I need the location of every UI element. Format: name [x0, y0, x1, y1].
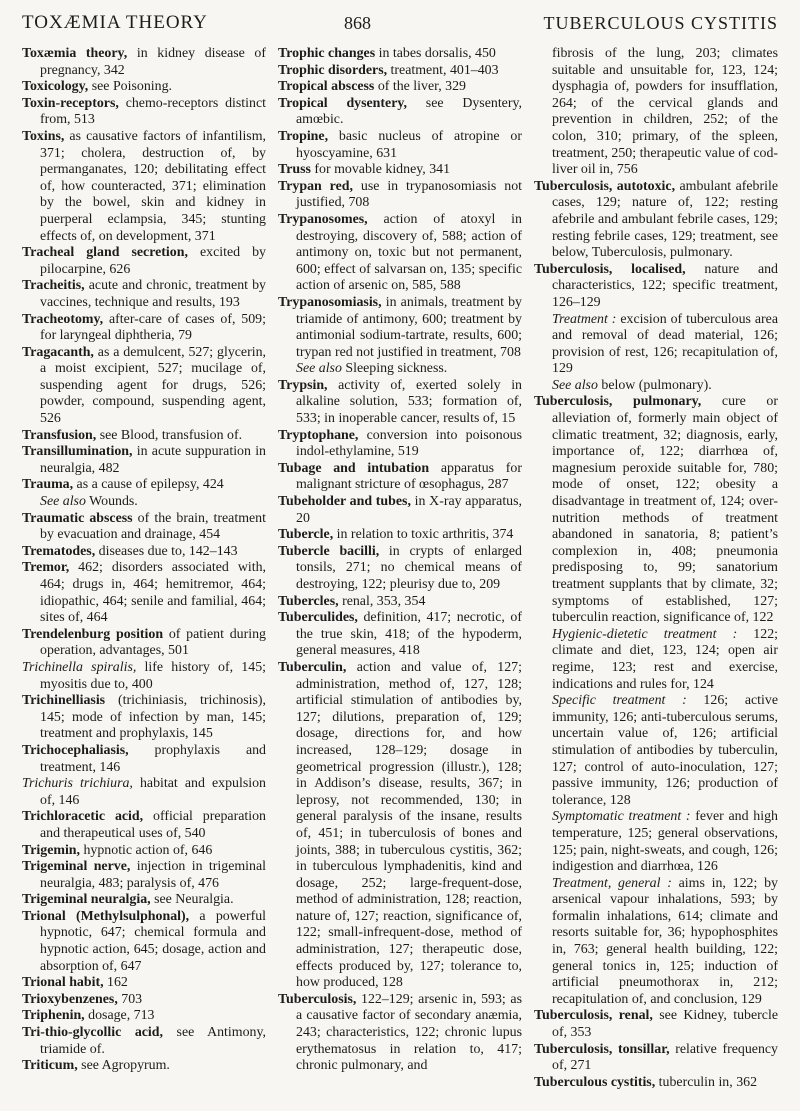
index-italic-term: See also: [296, 361, 342, 377]
index-entry-text: hypnotic action of, 646: [80, 842, 213, 858]
index-entry-text: chemo-receptors distinct from, 513: [40, 95, 266, 128]
index-entry-text: see Poisoning.: [88, 79, 172, 95]
index-entry-text: a powerful hypnotic, 647; chemical formula and hypnotic action, 645; dosage, action and absorption of, 647: [40, 908, 266, 974]
index-entry-text: treatment, 401–403: [387, 62, 499, 78]
index-entry-text: for movable kidney, 341: [310, 162, 451, 178]
index-entry: [22, 975, 266, 992]
index-entry: [22, 245, 266, 278]
index-entry: [278, 660, 522, 992]
index-entry: [22, 843, 266, 860]
index-headword: Trigeminal neuralgia,: [22, 892, 151, 908]
index-entry: [22, 627, 266, 660]
index-entry-text: life history of, 145; myositis due to, 400: [40, 659, 266, 692]
index-entry: [534, 1008, 778, 1041]
index-subentry: [534, 876, 778, 1009]
index-entry-text: ambulant afebrile cases, 129; nature of, 122; resting afebrile and ambulant febrile cases, 129; resting febrile cases, 129; treatment, see below, Tuberculosis, pulmonary.: [552, 178, 778, 261]
index-entry: [278, 527, 522, 544]
index-entry-text: cure or alleviation of, formerly main object of climatic treatment, 32; diagnosis, early, importance of, 122; diarrhœa of, magnesium peroxide suitable for, 780; mode of onset, 122; obesity a disadvantage in treatment of, 124; over-nutrition methods of treatment abandoned in sanatoria, 8; patient’s complexion in, 408; pneumonia predisposing to, 99; sanatorium treatment supplants that by climate, 32; symptoms of established, 127; tuberculin reaction, significance of, 122: [552, 394, 778, 626]
index-entry-text: basic nucleus of atropine or hyoscyamine, 631: [296, 128, 522, 161]
index-entry-text: after-care of cases of, 509; for laryngeal diphtheria, 79: [40, 311, 266, 344]
index-entry-text: acute and chronic, treatment by vaccines, technique and results, 193: [40, 278, 266, 310]
index-subentry: [534, 378, 778, 395]
index-headword: Tubeholder and tubes,: [278, 494, 411, 510]
index-entry-text: habitat and expulsion of, 146: [40, 776, 266, 808]
index-entry: [22, 477, 266, 494]
index-entry: [22, 46, 266, 79]
index-entry: [22, 1008, 266, 1025]
index-headword: Trichocephaliasis,: [22, 742, 129, 758]
index-entry: [22, 511, 266, 544]
index-entry-text: see Blood, transfusion of.: [96, 427, 243, 443]
index-entry: [534, 46, 778, 179]
index-entry-text: 462; disorders associated with, 464; drugs in, 464; hemitremor, 464; idiopathic, 464; senile and familial, 464; sites of, 464: [40, 560, 266, 626]
index-entry-text: see Kidney, tubercle of, 353: [552, 1008, 778, 1041]
index-entry: [22, 743, 266, 776]
index-entry-text: as a demulcent, 527; glycerin, a moist excipient, 527; mucilage of, suspending agent for drugs, 526; powder, compound, suspending agent, 526: [40, 344, 266, 427]
index-italic-term: See also: [552, 377, 598, 393]
index-headword: Trioxybenzenes,: [22, 991, 118, 1007]
running-header: [22, 10, 778, 38]
index-entry: [278, 428, 522, 461]
index-entry-text: dosage, 713: [84, 1008, 155, 1024]
index-entry: [278, 610, 522, 660]
index-entry-text: see Antimony, triamide of.: [40, 1025, 266, 1057]
index-headword: Tuberculosis, pulmonary,: [534, 394, 702, 410]
index-entry-text: Sleeping sickness.: [341, 361, 448, 377]
index-entry: [22, 345, 266, 428]
index-headword: Trional (Methylsulphonal),: [22, 908, 190, 924]
index-entry: [278, 212, 522, 295]
index-entry-text: of the brain, treatment by evacuation and drainage, 454: [40, 510, 266, 543]
index-italic-term: Trichuris trichiura,: [22, 776, 133, 792]
index-entry-text: (trichiniasis, trichinosis), 145; mode of infection by man, 145; treatment and prophylaxis, 145: [40, 693, 266, 742]
index-entry-text: 122–129; arsenic in, 593; as a causative factor of secondary anæmia, 243; characteristics, 122; chronic lupus erythematosus in relation to, 417; chronic pulmonary, and: [296, 991, 522, 1074]
index-entry: [534, 1042, 778, 1075]
index-entry: [278, 594, 522, 611]
index-italic-term: Symptomatic treatment :: [552, 809, 691, 825]
index-subentry: [278, 361, 522, 378]
index-entry-text: in crypts of enlarged tonsils, 271; no chemical means of destroying, 122; pleurisy due to, 209: [296, 543, 522, 592]
index-headword: Tubage and intubation: [278, 460, 430, 476]
index-headword: Toxins,: [22, 128, 65, 144]
index-entry: [278, 96, 522, 129]
index-entry: [278, 378, 522, 428]
index-headword: Trophic disorders,: [278, 62, 388, 78]
index-entry-text: 162: [103, 975, 128, 991]
index-headword: Trypanosomiasis,: [278, 294, 382, 310]
index-headword: Triticum,: [22, 1058, 78, 1074]
index-headword: Toxicology,: [22, 79, 89, 95]
index-entry: [22, 544, 266, 561]
index-italic-term: Treatment, general :: [552, 875, 672, 891]
index-italic-term: Treatment :: [552, 311, 617, 327]
index-headword: Triphenin,: [22, 1008, 85, 1024]
header-left-title: TOXÆMIA THEORY: [22, 12, 208, 33]
index-subentry: [534, 693, 778, 809]
index-entry: [278, 162, 522, 179]
index-entry-text: Wounds.: [85, 494, 138, 510]
index-headword: Tropical dysentery,: [278, 95, 408, 111]
index-entry: [22, 444, 266, 477]
index-entry: [278, 46, 522, 63]
index-entry: [278, 129, 522, 162]
index-subentry: [534, 809, 778, 875]
index-headword: Tropine,: [278, 128, 329, 144]
index-entry-text: in animals, treatment by triamide of antimony, 600; treatment by antimonial sodium-tartrate, results, 600; trypan red not justified in treatment, 708: [296, 294, 522, 360]
page-number: 868: [344, 13, 371, 33]
index-entry: [22, 859, 266, 892]
index-entry-text: of patient during operation, advantages, 501: [40, 626, 266, 659]
index-entry-text: fibrosis of the lung, 203; climates suitable and unsuitable for, 123, 124; dysphagia of, powders for insufflation, 264; of the cervical glands and prevention in children, 252; of the colon, 310; primary, of the spleen, treatment, 250; therapeutic value of cod-liver oil in, 756: [552, 46, 779, 178]
index-headword: Trematodes,: [22, 543, 96, 559]
index-entry: [278, 544, 522, 594]
index-headword: Tuberculosis, localised,: [534, 261, 686, 277]
index-headword: Tremor,: [22, 560, 70, 576]
index-entry-text: definition, 417; necrotic, of the true skin, 418; of the hypoderm, general measures, 418: [296, 610, 522, 659]
index-headword: Trendelenburg position: [22, 626, 164, 642]
index-entry: [22, 428, 266, 445]
index-entry-text: action and value of, 127; administration, method of, 127, 128; artificial stimulation of antibodies by, 127; dilutions, preparation of, 129; dosage, directions for, and how increased, 128–129; dosage in geometrical progression (illustr.), 128; in Addison’s disease, results, 367; in leprosy, not recommended, 130; in general paralysis of the insane, results of, 451; in tuberculosis of bones and joints, 388; in tuberculous cystitis, 362; in tuberculous lymphadenitis, kind and dosage, 252; large-frequent-dose, method of administration, 128; reaction, nature of, 127; reaction, significance of, 122; small-infrequent-dose, method of administration, 127; therapeutic dose, effects produced by, 127; tolerance to, how produced, 128: [296, 659, 522, 991]
index-entry-text: nature and characteristics, 122; specific treatment, 126–129: [552, 261, 778, 310]
index-entry-text: in kidney disease of pregnancy, 342: [40, 46, 266, 78]
index-subentry: [534, 627, 778, 693]
index-headword: Tragacanth,: [22, 344, 94, 360]
index-entry: [22, 776, 266, 809]
index-headword: Tracheotomy,: [22, 311, 104, 327]
index-entry-text: 126; active immunity, 126; anti-tuberculous serums, uncertain value of, 126; artificial stimulation of antibodies by tuberculin, 127; control of auto-inoculation, 127; passive immunity, 126; production of tolerance, 128: [552, 693, 778, 808]
index-entry: [22, 809, 266, 842]
index-headword: Trophic changes: [278, 46, 376, 61]
index-entry-text: as a cause of epilepsy, 424: [73, 477, 224, 493]
index-headword: Transillumination,: [22, 444, 133, 460]
index-headword: Tuberculides,: [278, 610, 358, 626]
index-headword: Trichloracetic acid,: [22, 809, 144, 825]
index-column-2: [278, 46, 522, 1075]
index-headword: Trypan red,: [278, 178, 353, 194]
index-page: [22, 10, 778, 1100]
index-entry-text: 703: [117, 991, 143, 1007]
index-entry-text: of the liver, 329: [374, 79, 466, 95]
index-headword: Tracheal gland secretion,: [22, 245, 188, 261]
index-entry-text: in relation to toxic arthritis, 374: [333, 527, 514, 543]
index-subentry: [534, 312, 778, 378]
index-entry: [22, 909, 266, 975]
index-headword: Traumatic abscess: [22, 510, 133, 526]
index-entry: [22, 992, 266, 1009]
index-headword: Tropical abscess: [278, 79, 375, 95]
index-italic-term: See also: [40, 494, 86, 510]
index-entry: [22, 312, 266, 345]
index-entry: [278, 179, 522, 212]
index-headword: Toxin-receptors,: [22, 95, 119, 111]
index-headword: Tri-thio-glycollic acid,: [22, 1025, 163, 1041]
index-entry-text: see Agropyrum.: [77, 1058, 170, 1074]
index-entry: [278, 63, 522, 80]
index-entry: [22, 693, 266, 743]
index-headword: Trional habit,: [22, 975, 104, 991]
index-entry-text: activity of, exerted solely in alkaline solution, 533; formation of, 533; in inoperable cancer, results of, 15: [296, 377, 522, 427]
index-entry: [22, 560, 266, 626]
index-entry: [534, 262, 778, 312]
index-entry-text: see Neuralgia.: [150, 892, 234, 908]
index-entry-text: in tabes dorsalis, 450: [375, 46, 496, 61]
index-entry: [22, 96, 266, 129]
index-entry-text: excision of tuberculous area and removal of dead material, 126; provision of rest, 126; recapitulation of, 129: [552, 311, 778, 377]
index-entry-text: apparatus for malignant stricture of œsophagus, 287: [296, 460, 522, 493]
index-entry-text: use in trypanosomiasis not justified, 708: [296, 178, 522, 211]
index-headword: Tryptophane,: [278, 427, 359, 443]
index-column-3: [534, 46, 778, 1091]
index-headword: Toxæmia theory,: [22, 46, 128, 61]
index-italic-term: Hygienic-dietetic treatment :: [552, 626, 738, 642]
index-entry-text: relative frequency of, 271: [552, 1041, 778, 1074]
index-entry-text: renal, 353, 354: [338, 593, 426, 609]
index-entry-text: see Dysentery, amœbic.: [296, 95, 522, 128]
index-entry-text: diseases due to, 142–143: [95, 543, 238, 559]
index-headword: Truss: [278, 162, 311, 178]
index-entry-text: prophylaxis and treatment, 146: [40, 742, 266, 775]
index-entry: [278, 79, 522, 96]
index-entry-text: below (pulmonary).: [597, 377, 712, 393]
index-entry-text: injection in trigeminal neuralgia, 483; paralysis of, 476: [40, 859, 266, 891]
index-entry: [278, 295, 522, 361]
index-headword: Trypsin,: [278, 377, 328, 393]
index-entry: [22, 278, 266, 311]
index-entry: [22, 79, 266, 96]
index-headword: Tuberculosis, autotoxic,: [534, 178, 676, 194]
index-subentry: [22, 494, 266, 511]
index-headword: Tuberculous cystitis,: [534, 1074, 656, 1090]
index-headword: Tubercle,: [278, 527, 334, 543]
index-headword: Tuberculin,: [278, 659, 347, 675]
index-entry-text: tuberculin in, 362: [655, 1074, 758, 1090]
index-entry-text: conversion into poisonous indol-ethylamine, 519: [296, 427, 522, 460]
index-entry: [534, 179, 778, 262]
index-entry-text: official preparation and therapeutical uses of, 540: [40, 809, 266, 841]
index-column-1: [22, 46, 266, 1075]
index-headword: Tracheitis,: [22, 278, 85, 294]
index-headword: Tuberculosis, tonsillar,: [534, 1041, 670, 1057]
index-entry: [22, 1058, 266, 1075]
index-entry: [534, 1075, 778, 1092]
index-entry-text: in acute suppuration in neuralgia, 482: [40, 444, 266, 476]
index-headword: Trigeminal nerve,: [22, 859, 131, 875]
index-headword: Tubercle bacilli,: [278, 543, 380, 559]
index-headword: Transfusion,: [22, 427, 97, 443]
header-right-title: TUBERCULOUS CYSTITIS: [543, 13, 778, 33]
index-headword: Tubercles,: [278, 593, 339, 609]
index-entry-text: aims in, 122; by arsenical vapour inhalations, 593; by formalin inhalations, 614; climate and resorts suitable for, 36; hypophosphites in, 763; general health building, 122; general tonics in, 125; induction of artificial pneumothorax in, 212; recapitulation of, and conclusion, 129: [552, 875, 778, 1007]
index-headword: Trichinelliasis: [22, 693, 106, 709]
index-entry: [22, 1025, 266, 1058]
index-headword: Tuberculosis, renal,: [534, 1008, 653, 1024]
index-entry-text: excited by pilocarpine, 626: [40, 245, 266, 277]
index-entry-text: 122; climate and diet, 123, 124; open air regime, 123; rest and exercise, indications and rules for, 124: [552, 626, 779, 692]
index-entry: [278, 494, 522, 527]
index-entry: [534, 394, 778, 626]
index-entry: [22, 892, 266, 909]
index-entry: [22, 660, 266, 693]
index-headword: Trigemin,: [22, 842, 80, 858]
index-italic-term: Specific treatment :: [552, 693, 687, 709]
index-entry-text: action of atoxyl in destroying, discovery of, 588; action of antimony on, toxic but not permanent, 600; effect of salvarsan on, 135; specific action of arsenic on, 585, 588: [296, 211, 522, 294]
index-italic-term: Trichinella spiralis,: [22, 659, 137, 675]
index-entry-text: as causative factors of infantilism, 371; cholera, destruction of, by permanganates, 120; debilitating effect of, how counteracted, 371; elimination by the bowel, skin and kidney in puerperal eclampsia, 345; stunting effects of, on development, 371: [40, 128, 266, 244]
index-entry-text: in X-ray apparatus, 20: [296, 494, 523, 526]
index-headword: Tuberculosis,: [278, 991, 357, 1007]
index-entry-text: fever and high temperature, 125; general observations, 125; pain, night-sweats, and cough, 126; indigestion and diarrhœa, 126: [552, 809, 778, 875]
index-entry: [278, 461, 522, 494]
index-entry: [22, 129, 266, 245]
index-headword: Trauma,: [22, 477, 74, 493]
index-entry: [278, 992, 522, 1075]
index-headword: Trypanosomes,: [278, 211, 368, 227]
